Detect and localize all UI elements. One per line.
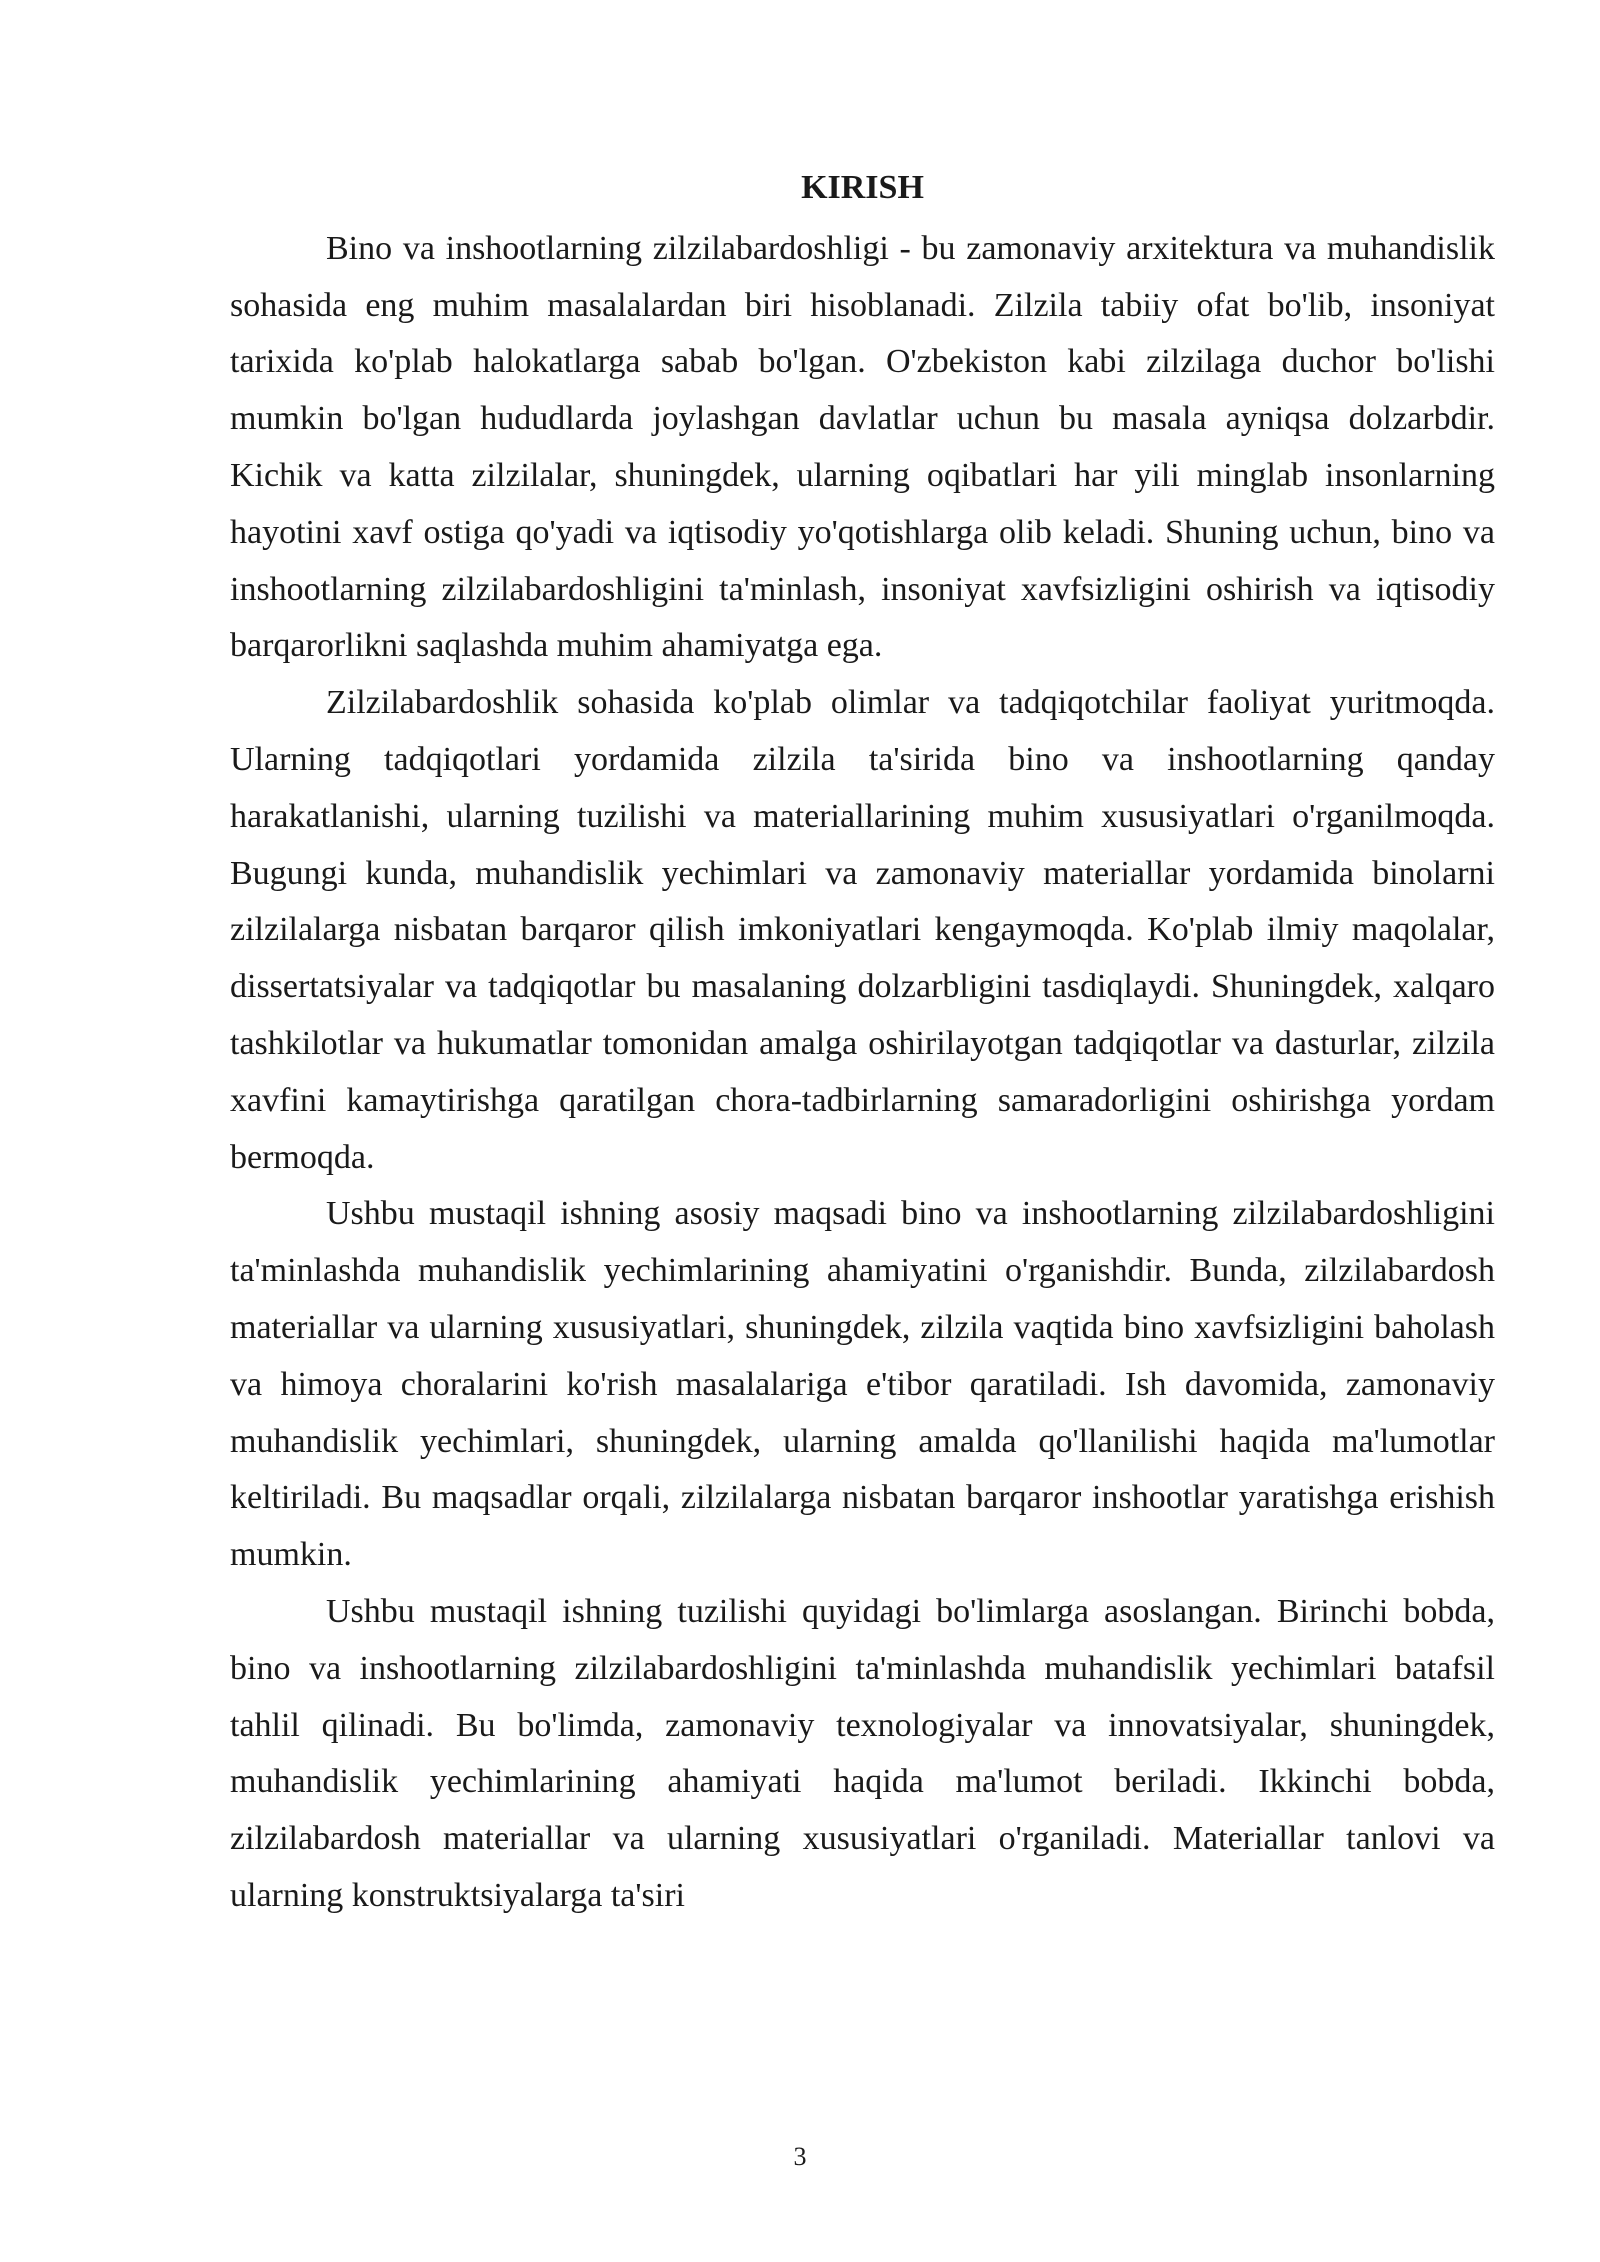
page-content <box>230 160 1495 1925</box>
paragraph-1: Bino va inshootlarning zilzilabardoshligi - bu zamonaviy arxitektura va muhandislik sohasida eng muhim masalalardan biri hisoblanadi. Zilzila tabiiy ofat bo'lib, insoniyat tarixida ko'plab halokatlarga sabab bo'lgan. O'zbekiston kabi zilzilaga duchor bo'lishi mumkin bo'lgan hududlarda joylashgan davlatlar uchun bu masala ayniqsa dolzarbdir. Kichik va katta zilzilalar, shuningdek, ularning oqibatlari har yili minglab insonlarning hayotini xavf ostiga qo'yadi va iqtisodiy yo'qotishlarga olib keladi. Shuning uchun, bino va inshootlarning zilzilabardoshligini ta'minlash, insoniyat xavfsizligini oshirish va iqtisodiy barqarorlikni saqlashda muhim ahamiyatga ega. <box>230 229 1495 665</box>
paragraph-3: Ushbu mustaqil ishning asosiy maqsadi bino va inshootlarning zilzilabardoshligini ta'minlashda muhandislik yechimlarining ahamiyatini o'rganishdir. Bunda, zilzilabardosh materiallar va ularning xususiyatlari, shuningdek, zilzila vaqtida bino xavfsizligini baholash va himoya choralarini ko'rish masalalariga e'tibor qaratiladi. Ish davomida, zamonaviy muhandislik yechimlari, shuningdek, ularning amalda qo'llanilishi haqida ma'lumotlar keltiriladi. Bu maqsadlar orqali, zilzilalarga nisbatan barqaror inshootlar yaratishga erishish mumkin. <box>230 1195 1495 1574</box>
page-number: 3 <box>793 2142 807 2171</box>
section-title: KIRISH <box>801 169 924 206</box>
paragraph-2: Zilzilabardoshlik sohasida ko'plab olimlar va tadqiqotchilar faoliyat yuritmoqda. Ularning tadqiqotlari yordamida zilzila ta'sirida bino va inshootlarning qanday harakatlanishi, ularning tuzilishi va materiallarining muhim xususiyatlari o'rganilmoqda. Bugungi kunda, muhandislik yechimlari va zamonaviy materiallar yordamida binolarni zilzilalarga nisbatan barqaror qilish imkoniyatlari kengaymoqda. Ko'plab ilmiy maqolalar, dissertatsiyalar va tadqiqotlar bu masalaning dolzarbligini tasdiqlaydi. Shuningdek, xalqaro tashkilotlar va hukumatlar tomonidan amalga oshirilayotgan tadqiqotlar va dasturlar, zilzila xavfini kamaytirishga qaratilgan chora-tadbirlarning samaradorligini oshirishga yordam bermoqda. <box>230 684 1495 1176</box>
paragraph-4: Ushbu mustaqil ishning tuzilishi quyidagi bo'limlarga asoslangan. Birinchi bobda, bino va inshootlarning zilzilabardoshligini ta'minlashda muhandislik yechimlari batafsil tahlil qilinadi. Bu bo'limda, zamonaviy texnologiyalar va innovatsiyalar, shuningdek, muhandislik yechimlarining ahamiyati haqida ma'lumot beriladi. Ikkinchi bobda, zilzilabardosh materiallar va ularning xususiyatlari o'rganiladi. Materiallar tanlovi va ularning konstruktsiyalarga ta'siri <box>230 1592 1495 1914</box>
